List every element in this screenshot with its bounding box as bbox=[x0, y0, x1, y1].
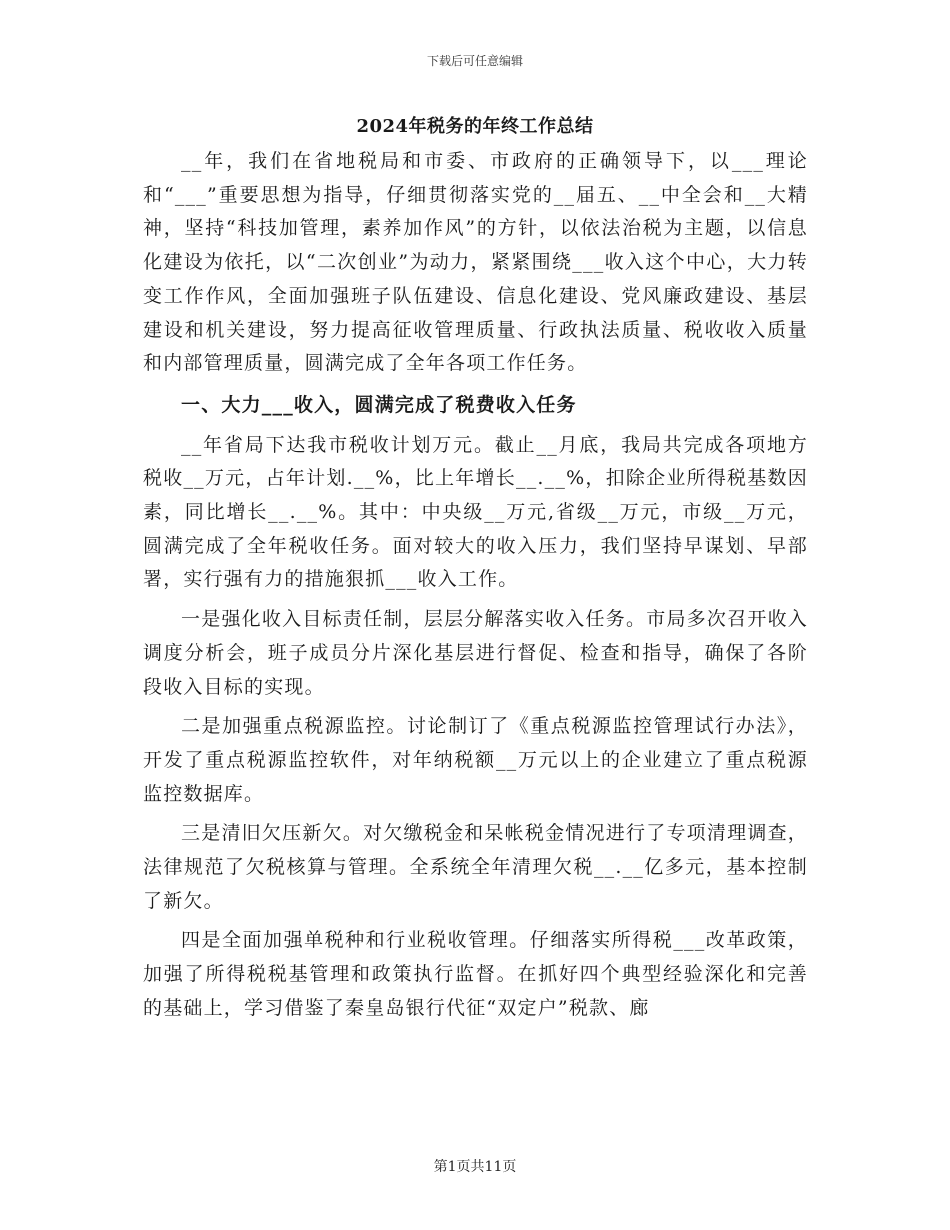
document-title: 2024年税务的年终工作总结 bbox=[356, 116, 594, 137]
section-heading: 一、大力___收入，圆满完成了税费收入任务 bbox=[181, 393, 577, 416]
intro-paragraph: __年，我们在省地税局和市委、市政府的正确领导下，以___理论和“___”重要思想为指导，仔细贯彻落实党的__届五、__中全会和__大精神，坚持“科技加管理，素养加作风”的方针，以依法治税为主题，以信息化建设为依托，以“二次创业”为动力，紧紧围绕___收入这个中心，大力转变工作作风，全面加强班子队伍建设、信息化建设、党风廉政建设、基层建设和机关建设，努力提高征收管理质量、行政执法质量、税收收入质量和内部管理质量，圆满完成了全年各项工作任务。 bbox=[143, 150, 808, 375]
paragraph-point-4: 四是全面加强单税种和行业税收管理。仔细落实所得税___改革政策，加强了所得税税基管理和政策执行监督。在抓好四个典型经验深化和完善的基础上，学习借鉴了秦皇岛银行代征“双定户”税款、廊 bbox=[143, 929, 808, 1019]
document-body bbox=[143, 145, 808, 1032]
paragraph-revenue: __年省局下达我市税收计划万元。截止__月底，我局共完成各项地方税收__万元，占年计划.__%，比上年增长__.__%，扣除企业所得税基数因素，同比增长__.__%。其中：中央级__万元,省级__万元，市级__万元，圆满完成了全年税收任务。面对较大的收入压力，我们坚持早谋划、早部署，实行强有力的措施狠抓___收入工作。 bbox=[143, 433, 808, 591]
paragraph-point-2: 二是加强重点税源监控。讨论制订了《重点税源监控管理试行办法》，开发了重点税源监控软件，对年纳税额__万元以上的企业建立了重点税源监控数据库。 bbox=[143, 715, 808, 805]
paragraph-point-3: 三是清旧欠压新欠。对欠缴税金和呆帐税金情况进行了专项清理调查，法律规范了欠税核算与管理。全系统全年清理欠税__.__亿多元，基本控制了新欠。 bbox=[143, 822, 808, 912]
page-number: 第1页共11页 bbox=[433, 1159, 517, 1175]
header-note: 下载后可任意编辑 bbox=[426, 54, 523, 68]
paragraph-point-1: 一是强化收入目标责任制，层层分解落实收入任务。市局多次召开收入调度分析会，班子成员分片深化基层进行督促、检查和指导，确保了各阶段收入目标的实现。 bbox=[143, 608, 808, 698]
